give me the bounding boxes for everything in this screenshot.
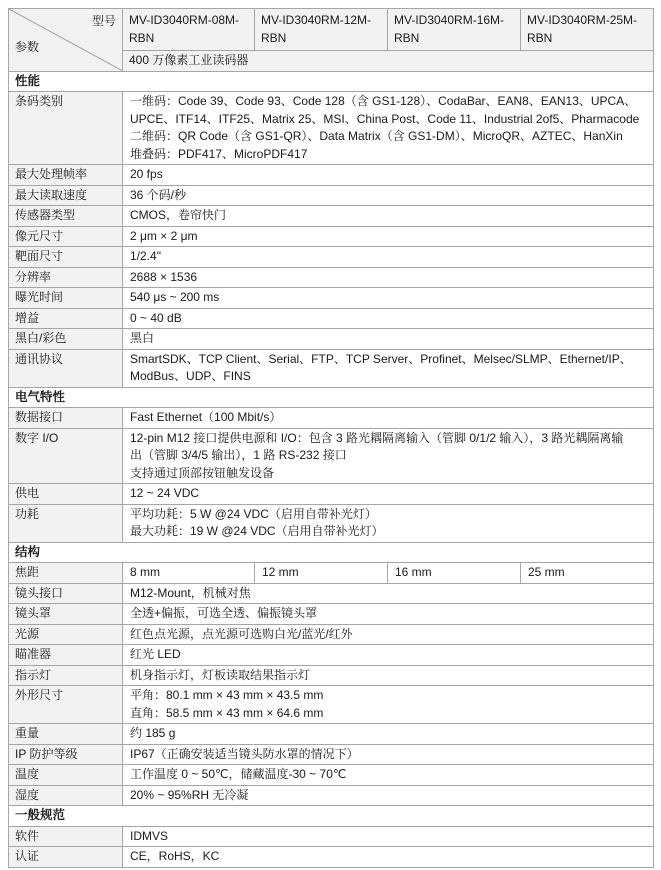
section-row xyxy=(9,387,654,408)
param-value-line: CMOS，卷帘快门 xyxy=(130,208,227,222)
param-value xyxy=(123,226,654,247)
param-value xyxy=(123,349,654,387)
param-value-line: 1/2.4" xyxy=(130,249,161,263)
param-value: 8 mm xyxy=(123,563,255,584)
spec-row xyxy=(9,308,654,329)
header-row xyxy=(9,9,654,51)
param-label: 软件 xyxy=(9,826,123,847)
model-header-cell: MV-ID3040RM-16M-RBN xyxy=(388,9,521,51)
param-value xyxy=(123,185,654,206)
param-label: 焦距 xyxy=(9,563,123,584)
param-label: 供电 xyxy=(9,484,123,505)
corner-label-parameter: 参数 xyxy=(15,40,40,54)
param-value-line: 堆叠码：PDF417、MicroPDF417 xyxy=(130,146,308,161)
spec-row xyxy=(9,624,654,645)
param-value-line: 工作温度 0 ~ 50℃，储藏温度-30 ~ 70℃ xyxy=(130,767,347,781)
section-row xyxy=(9,542,654,563)
param-label: 最大处理帧率 xyxy=(9,165,123,186)
param-value-line: UPCE、ITF14、ITF25、Matrix 25、MSI、China Post、Code 11、Industrial 2of5、Pharmacode xyxy=(130,111,640,126)
param-value-line: 二维码：QR Code（含 GS1-QR）、Data Matrix（含 GS1-DM）、MicroQR、AZTEC、HanXin xyxy=(130,129,623,143)
section-title: 性能 xyxy=(9,71,654,92)
param-label: 外形尺寸 xyxy=(9,686,123,724)
param-value-line: 全透+偏振，可选全透、偏振镜头罩 xyxy=(130,606,318,620)
param-value-line: 540 μs ~ 200 ms xyxy=(130,290,220,304)
spec-row xyxy=(9,226,654,247)
param-label: 湿度 xyxy=(9,785,123,806)
param-label: 增益 xyxy=(9,308,123,329)
param-value xyxy=(123,408,654,429)
param-value xyxy=(123,724,654,745)
spec-row xyxy=(9,247,654,268)
param-value-line: IP67（正确安装适当镜头防水罩的情况下） xyxy=(130,746,359,761)
param-value-line: 12 ~ 24 VDC xyxy=(130,486,200,500)
param-label: 重量 xyxy=(9,724,123,745)
param-value-line: 平角：80.1 mm × 43 mm × 43.5 mm xyxy=(130,688,324,702)
corner-cell xyxy=(9,9,123,72)
param-value xyxy=(123,308,654,329)
param-value-line: M12-Mount，机械对焦 xyxy=(130,585,251,600)
model-header-cell: MV-ID3040RM-08M-RBN xyxy=(123,9,255,51)
param-value xyxy=(123,765,654,786)
corner-label-model: 型号 xyxy=(91,14,116,28)
param-value-line: 支持通过顶部按钮触发设备 xyxy=(130,465,275,480)
param-value-line: 红光 LED xyxy=(130,647,181,661)
param-value-line: 最大功耗：19 W @24 VDC（启用自带补光灯） xyxy=(130,524,384,538)
param-label: 瞄准器 xyxy=(9,645,123,666)
param-value-line: 平均功耗：5 W @24 VDC（启用自带补光灯） xyxy=(130,506,377,521)
param-label: 曝光时间 xyxy=(9,288,123,309)
param-value-line: 直角：58.5 mm × 43 mm × 64.6 mm xyxy=(130,705,324,720)
param-label: 像元尺寸 xyxy=(9,226,123,247)
param-value: 12 mm xyxy=(255,563,388,584)
param-value xyxy=(123,624,654,645)
spec-row xyxy=(9,206,654,227)
param-value-line: ModBus、UDP、FINS xyxy=(130,369,251,383)
param-value-line: Fast Ethernet（100 Mbit/s） xyxy=(130,410,282,424)
section-title: 结构 xyxy=(9,542,654,563)
spec-row xyxy=(9,724,654,745)
param-value xyxy=(123,665,654,686)
param-label: 指示灯 xyxy=(9,665,123,686)
param-value-line: 20 fps xyxy=(130,167,163,181)
spec-row xyxy=(9,686,654,724)
spec-row xyxy=(9,288,654,309)
spec-row xyxy=(9,165,654,186)
param-value-line: 黑白 xyxy=(130,331,155,345)
param-label: 靶面尺寸 xyxy=(9,247,123,268)
spec-table xyxy=(8,8,654,868)
spec-row xyxy=(9,765,654,786)
spec-row xyxy=(9,645,654,666)
spec-row xyxy=(9,484,654,505)
param-value xyxy=(123,847,654,868)
spec-row xyxy=(9,583,654,604)
model-header-cell: MV-ID3040RM-12M-RBN xyxy=(255,9,388,51)
param-label: 镜头接口 xyxy=(9,583,123,604)
param-label: 数字 I/O xyxy=(9,428,123,484)
spec-row xyxy=(9,847,654,868)
spec-row xyxy=(9,408,654,429)
spec-row xyxy=(9,185,654,206)
spec-row xyxy=(9,665,654,686)
param-value xyxy=(123,785,654,806)
param-value-line: 出（管脚 3/4/5 输出），1 路 RS-232 接口 xyxy=(130,448,347,462)
param-value xyxy=(123,604,654,625)
model-header-cell: MV-ID3040RM-25M-RBN xyxy=(521,9,654,51)
param-value xyxy=(123,288,654,309)
param-value xyxy=(123,484,654,505)
param-label: 条码类别 xyxy=(9,92,123,165)
param-value xyxy=(123,504,654,542)
spec-row xyxy=(9,504,654,542)
param-value-line: 2688 × 1536 xyxy=(130,269,198,284)
param-value-line: IDMVS xyxy=(130,828,169,843)
param-label: 认证 xyxy=(9,847,123,868)
spec-row xyxy=(9,785,654,806)
param-value-line: 红色点光源，点光源可选购白光/蓝光/红外 xyxy=(130,626,353,641)
param-value xyxy=(123,744,654,765)
param-value-line: 36 个码/秒 xyxy=(130,187,187,202)
spec-row xyxy=(9,826,654,847)
param-value xyxy=(123,826,654,847)
param-label: 最大读取速度 xyxy=(9,185,123,206)
param-value xyxy=(123,206,654,227)
param-value xyxy=(123,583,654,604)
spec-row xyxy=(9,604,654,625)
section-row xyxy=(9,806,654,827)
param-value xyxy=(123,645,654,666)
param-value xyxy=(123,329,654,350)
param-value-line: 0 ~ 40 dB xyxy=(130,310,182,325)
param-value xyxy=(123,92,654,165)
param-label: IP 防护等级 xyxy=(9,744,123,765)
spec-row xyxy=(9,428,654,484)
param-value xyxy=(123,428,654,484)
param-value-line: 约 185 g xyxy=(130,726,176,740)
param-value-line: 一维码：Code 39、Code 93、Code 128（含 GS1-128）、CodaBar、EAN8、EAN13、UPCA、 xyxy=(130,94,637,108)
param-value: 25 mm xyxy=(521,563,654,584)
spec-row xyxy=(9,349,654,387)
spec-row xyxy=(9,267,654,288)
param-value-line: 机身指示灯，灯板读取结果指示灯 xyxy=(130,667,311,682)
param-label: 传感器类型 xyxy=(9,206,123,227)
param-label: 数据接口 xyxy=(9,408,123,429)
param-value-line: 2 μm × 2 μm xyxy=(130,228,198,243)
param-value-line: CE，RoHS，KC xyxy=(130,849,220,863)
param-label: 分辨率 xyxy=(9,267,123,288)
spec-row xyxy=(9,744,654,765)
section-row xyxy=(9,71,654,92)
param-value: 16 mm xyxy=(388,563,521,584)
param-value xyxy=(123,165,654,186)
section-title: 一般规范 xyxy=(9,806,654,827)
param-value xyxy=(123,686,654,724)
param-value xyxy=(123,267,654,288)
product-subtitle: 400 万像素工业读码器 xyxy=(123,51,654,72)
param-label: 黑白/彩色 xyxy=(9,329,123,350)
param-value-line: 12-pin M12 接口提供电源和 I/O：包含 3 路光耦隔离输入（管脚 0/1/2 输入），3 路光耦隔离输 xyxy=(130,430,624,445)
param-value-line: SmartSDK、TCP Client、Serial、FTP、TCP Server、Profinet、Melsec/SLMP、Ethernet/IP、 xyxy=(130,351,632,366)
param-label: 通讯协议 xyxy=(9,349,123,387)
param-value-line: 20% ~ 95%RH 无冷凝 xyxy=(130,787,249,802)
param-label: 功耗 xyxy=(9,504,123,542)
param-label: 温度 xyxy=(9,765,123,786)
spec-row xyxy=(9,92,654,165)
spec-row xyxy=(9,563,654,584)
param-label: 镜头罩 xyxy=(9,604,123,625)
spec-row xyxy=(9,329,654,350)
param-value xyxy=(123,247,654,268)
param-label: 光源 xyxy=(9,624,123,645)
section-title: 电气特性 xyxy=(9,387,654,408)
